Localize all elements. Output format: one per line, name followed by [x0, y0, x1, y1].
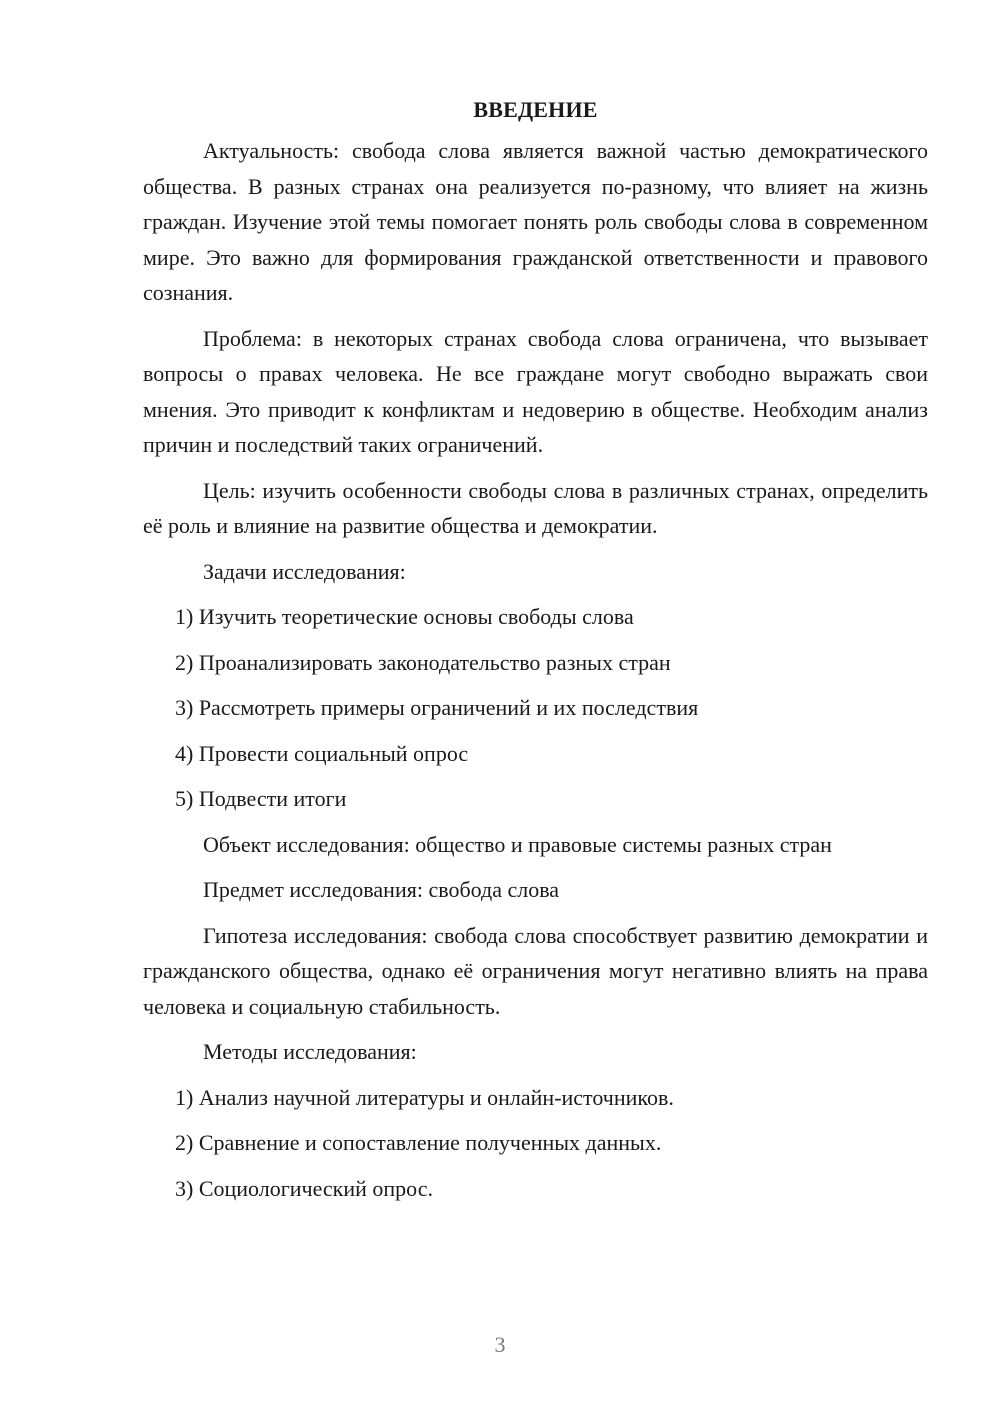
- relevance-paragraph: Актуальность: свобода слова является важной частью демократического общества. В разных странах она реализуется по-разному, что влияет на жизнь граждан. Изучение этой темы помогает понять роль свободы слова в современном мире. Это важно для формирования гражданской ответственности и правового сознания.: [143, 138, 928, 305]
- tasks-heading: Задачи исследования:: [203, 558, 406, 584]
- task-item: 1) Изучить теоретические основы свободы слова: [175, 604, 634, 629]
- task-item: 3) Рассмотреть примеры ограничений и их последствия: [175, 695, 699, 720]
- goal-paragraph: Цель: изучить особенности свободы слова в различных странах, определить её роль и влияние на развитие общества и демократии.: [143, 477, 928, 538]
- task-item: 4) Провести социальный опрос: [175, 740, 469, 766]
- task-item: 2) Проанализировать законодательство разных стран: [175, 649, 671, 675]
- problem-paragraph: Проблема: в некоторых странах свобода слова ограничена, что вызывает вопросы о правах человека. Не все граждане могут свободно выражать свои мнения. Это приводит к конфликтам и недоверию в обществе. Необходим анализ причин и последствий таких ограничений.: [143, 325, 928, 457]
- method-item: 3) Социологический опрос.: [175, 1175, 433, 1201]
- method-item: 1) Анализ научной литературы и онлайн-источников.: [175, 1084, 674, 1110]
- subject-line: Предмет исследования: свобода слова: [203, 877, 560, 902]
- section-title: ВВЕДЕНИЕ: [473, 97, 598, 122]
- tasks-list: [143, 599, 928, 817]
- object-line: Объект исследования: общество и правовые системы разных стран: [203, 831, 832, 857]
- methods-list: [143, 1080, 928, 1207]
- methods-heading: Методы исследования:: [203, 1039, 417, 1064]
- hypothesis-paragraph: Гипотеза исследования: свобода слова способствует развитию демократии и гражданского общества, однако её ограничения могут негативно влиять на права человека и социальную стабильность.: [143, 922, 928, 1019]
- task-item: 5) Подвести итоги: [175, 786, 347, 811]
- page-number: 3: [494, 1332, 506, 1357]
- method-item: 2) Сравнение и сопоставление полученных данных.: [175, 1130, 662, 1155]
- document-page: [143, 92, 928, 1216]
